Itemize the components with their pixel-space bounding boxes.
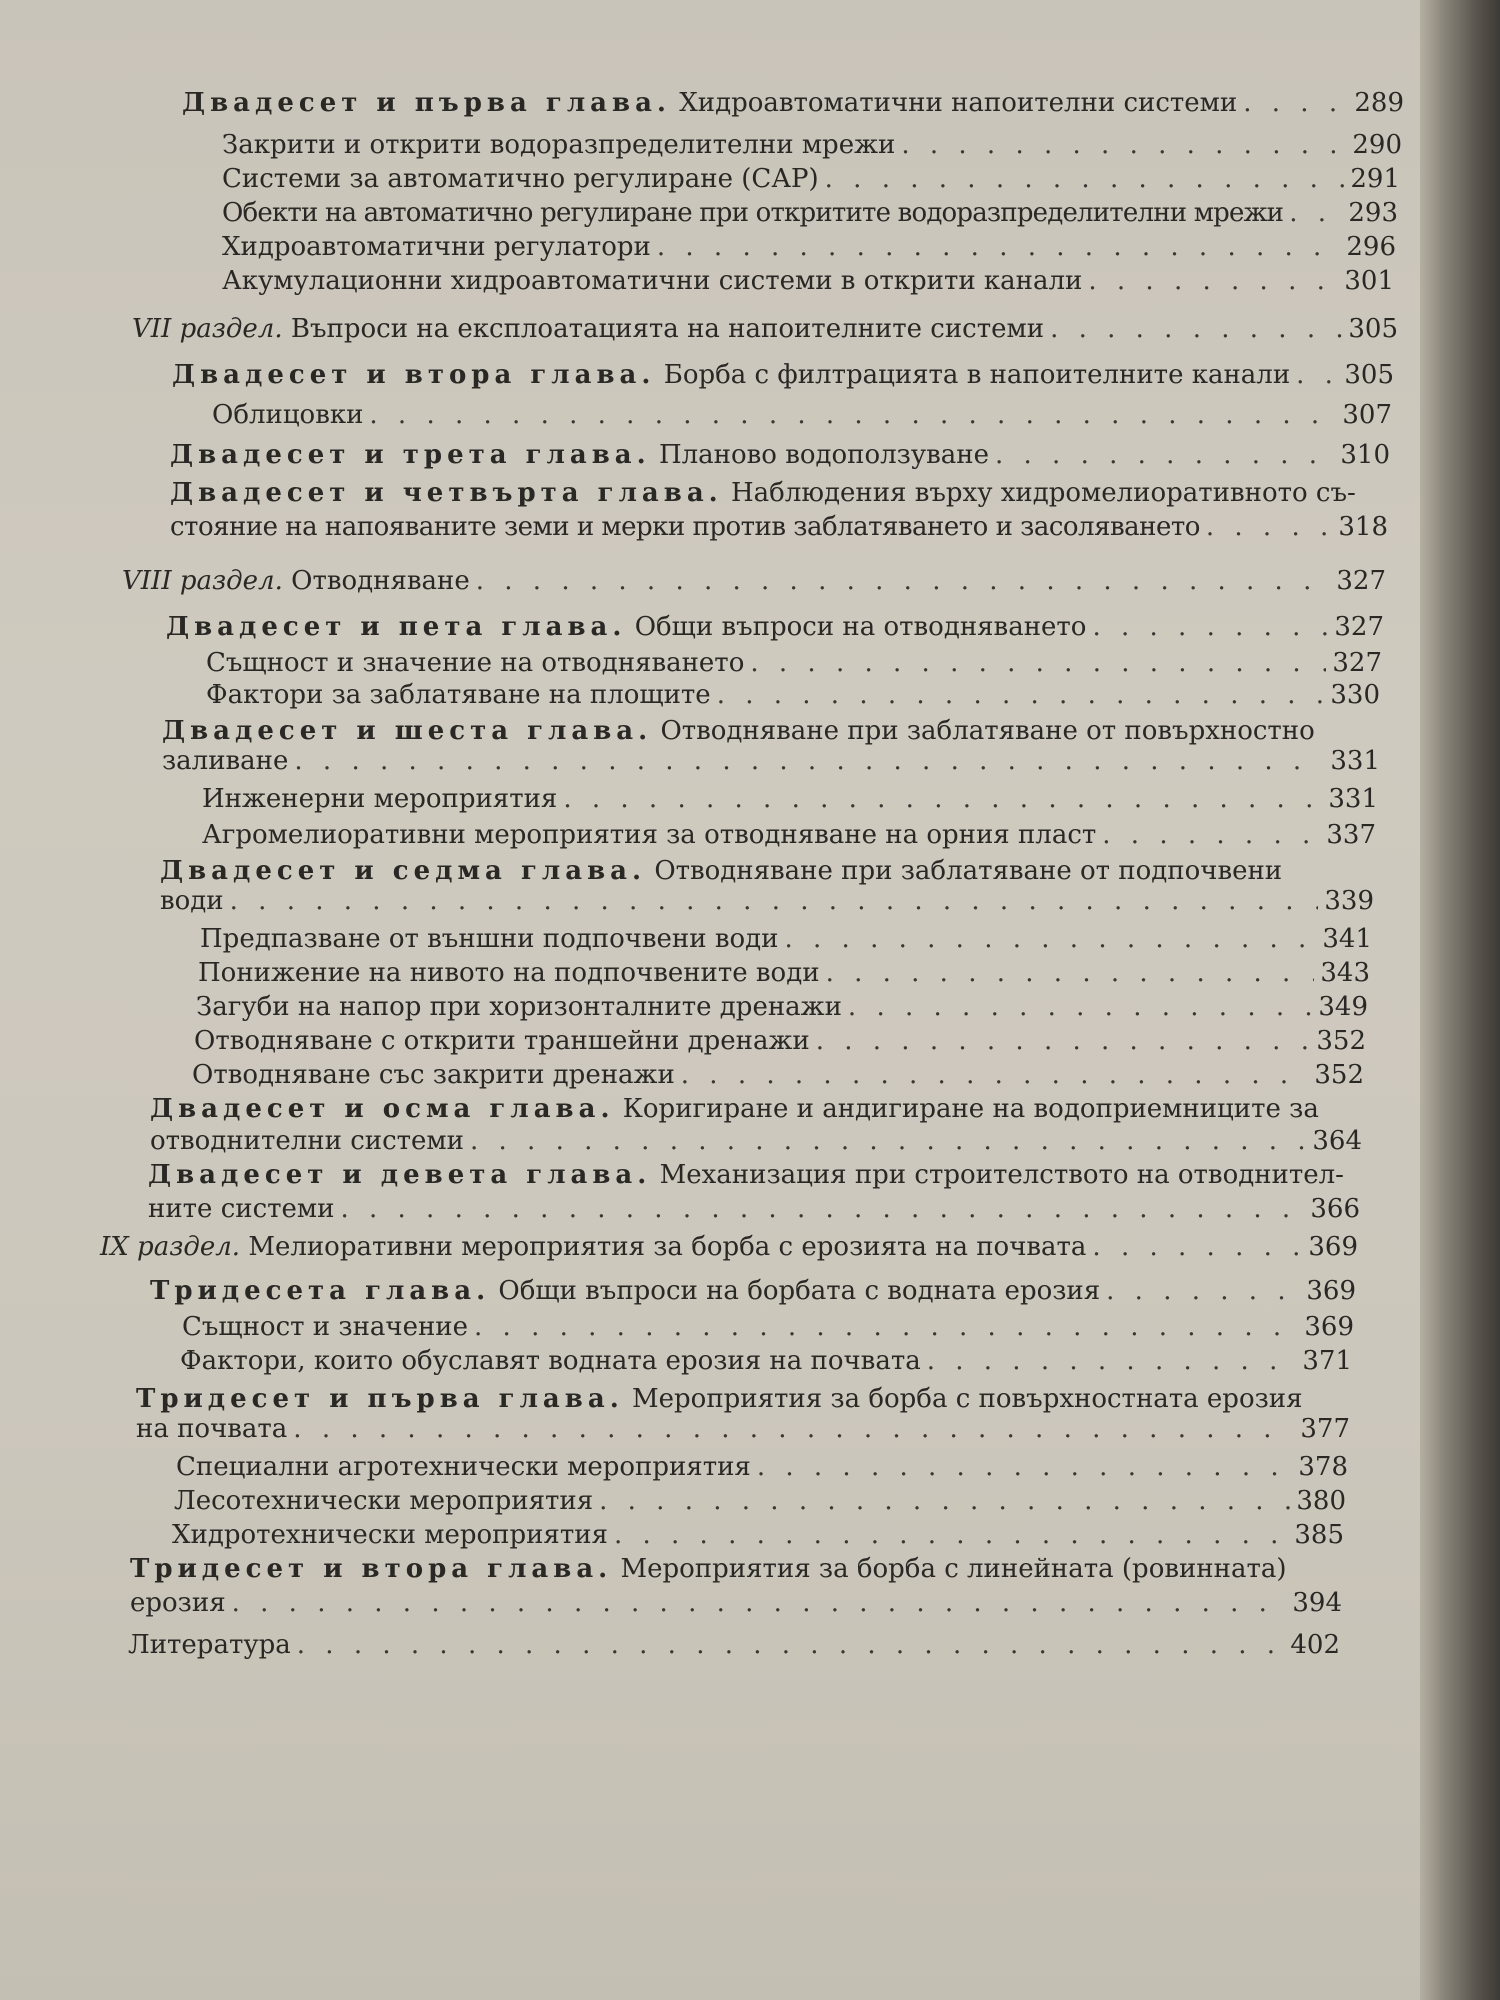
dot-leader — [614, 1520, 1288, 1550]
dot-leader — [474, 1312, 1298, 1342]
entry-title-continued: ерозия — [130, 1588, 226, 1618]
page-number: 369 — [1308, 1232, 1358, 1262]
toc-entry-line — [136, 1384, 1303, 1414]
entry-title: Фактори за заблатяване на площите — [206, 680, 711, 710]
chapter-label: Двадесет и девета глава. — [148, 1160, 652, 1190]
page-number: 385 — [1294, 1520, 1344, 1550]
entry-title: Системи за автоматично регулиране (САР) — [222, 164, 819, 194]
page-number: 366 — [1310, 1194, 1360, 1224]
toc-entry — [128, 1630, 1340, 1660]
page-number: 305 — [1344, 360, 1394, 390]
entry-title: Хидротехнически мероприятия — [172, 1520, 608, 1550]
dot-leader — [1050, 314, 1342, 344]
chapter-label: Двадесет и трета глава. — [170, 440, 651, 470]
toc-section — [100, 1232, 1358, 1262]
entry-title: Акумулационни хидроавтоматични системи в открити канали — [222, 266, 1083, 296]
chapter-label: Двадесет и седма глава. — [160, 856, 647, 886]
dot-leader — [1092, 1232, 1302, 1262]
entry-title: Наблюдения върху хидромелиоративното съ- — [731, 478, 1356, 508]
entry-title: Загуби на напор при хоризонталните дренажи — [196, 992, 842, 1022]
page-number: 301 — [1344, 266, 1394, 296]
entry-title: Отводняване при заблатяване от подпочвени — [654, 856, 1283, 886]
toc-entry — [202, 784, 1378, 814]
toc-entry-line — [170, 478, 1356, 508]
toc-entry — [170, 440, 1390, 470]
dot-leader — [681, 1060, 1309, 1090]
entry-title: Коригиране и андигиране на водоприемниците за — [622, 1094, 1319, 1124]
toc-entry — [172, 360, 1394, 390]
dot-leader — [470, 1126, 1306, 1156]
toc-entry — [148, 1194, 1360, 1224]
toc-entry — [172, 1520, 1344, 1550]
toc-entry — [170, 512, 1388, 542]
dot-leader — [1092, 612, 1328, 642]
dot-leader — [230, 886, 1319, 916]
entry-title: Общи въпроси на борбата с водната ерозия — [498, 1276, 1101, 1306]
page-number: 343 — [1320, 958, 1370, 988]
page-number: 352 — [1316, 1026, 1366, 1056]
toc-entry — [222, 130, 1402, 160]
page-number: 327 — [1336, 566, 1386, 596]
entry-title: Предпазване от външни подпочвени води — [200, 924, 779, 954]
entry-title: Мероприятия за борба с линейната (ровинната) — [620, 1554, 1287, 1584]
page-number: 327 — [1334, 612, 1384, 642]
entry-title: Мелиоративни мероприятия за борба с ерозията на почвата — [248, 1232, 1087, 1262]
entry-title: Отводняване — [291, 566, 470, 596]
page-number: 318 — [1338, 512, 1388, 542]
toc-entry — [222, 198, 1398, 228]
page-number: 296 — [1346, 232, 1396, 262]
section-label: IX раздел. — [100, 1232, 241, 1262]
page-number: 310 — [1340, 440, 1390, 470]
toc-entry — [206, 648, 1382, 678]
toc-entry — [182, 1312, 1354, 1342]
entry-title: Същност и значение — [182, 1312, 469, 1342]
page-number: 341 — [1322, 924, 1372, 954]
toc-entry — [206, 680, 1380, 710]
entry-title: Същност и значение на отводняването — [206, 648, 745, 678]
toc-entry — [222, 266, 1394, 296]
dot-leader — [785, 924, 1317, 954]
page-number: 331 — [1330, 746, 1380, 776]
dot-leader — [294, 746, 1324, 776]
entry-title-continued: ните системи — [148, 1194, 335, 1224]
dot-leader — [848, 992, 1312, 1022]
entry-title: Обекти на автоматично регулиране при откритите водоразпределителни мрежи — [222, 198, 1284, 228]
dot-leader — [826, 958, 1315, 988]
entry-title-continued: на почвата — [136, 1414, 288, 1444]
toc-entry — [176, 1452, 1348, 1482]
page-number: 369 — [1306, 1276, 1356, 1306]
dot-leader — [1206, 512, 1332, 542]
toc-entry — [192, 1060, 1364, 1090]
dot-leader — [340, 1194, 1304, 1224]
entry-title: Планово водоползуване — [658, 440, 989, 470]
toc-entry — [174, 1486, 1346, 1516]
dot-leader — [1106, 1276, 1300, 1306]
dot-leader — [1243, 88, 1348, 118]
page-number: 331 — [1328, 784, 1378, 814]
entry-title: Отводняване с открити траншейни дренажи — [194, 1026, 810, 1056]
dot-leader — [816, 1026, 1311, 1056]
page-number: 305 — [1348, 314, 1398, 344]
page-number: 402 — [1290, 1630, 1340, 1660]
page-number: 291 — [1350, 164, 1400, 194]
entry-title: Общи въпроси на отводняването — [634, 612, 1087, 642]
dot-leader — [476, 566, 1331, 596]
entry-title-continued: води — [160, 886, 224, 916]
chapter-label: Тридесета глава. — [150, 1276, 491, 1306]
entry-title: Облицовки — [212, 400, 364, 430]
page-number: 364 — [1312, 1126, 1362, 1156]
page-number: 378 — [1298, 1452, 1348, 1482]
entry-title: Литература — [128, 1630, 291, 1660]
page-number: 289 — [1354, 88, 1404, 118]
dot-leader — [657, 232, 1341, 262]
dot-leader — [232, 1588, 1287, 1618]
entry-title: Борба с филтрацията в напоителните канали — [663, 360, 1291, 390]
dot-leader — [1102, 820, 1320, 850]
dot-leader — [927, 1346, 1297, 1376]
chapter-label: Тридесет и първа глава. — [136, 1384, 624, 1414]
section-label: VII раздел. — [132, 314, 283, 344]
dot-leader — [1296, 360, 1338, 390]
chapter-label: Двадесет и пета глава. — [166, 612, 627, 642]
toc-entry — [182, 88, 1404, 118]
entry-title: Отводняване със закрити дренажи — [192, 1060, 675, 1090]
toc-entry — [202, 820, 1376, 850]
dot-leader — [1289, 198, 1342, 228]
entry-title-continued: отводнителни системи — [150, 1126, 464, 1156]
page-number: 307 — [1342, 400, 1392, 430]
page-number: 394 — [1292, 1588, 1342, 1618]
entry-title-continued: стояние на напояваните земи и мерки против заблатяването и засоляването — [170, 512, 1200, 542]
entry-title: Инженерни мероприятия — [202, 784, 558, 814]
toc-entry — [222, 232, 1396, 262]
dot-leader — [1088, 266, 1338, 296]
toc-entry — [196, 992, 1368, 1022]
dot-leader — [369, 400, 1336, 430]
toc-entry-line — [162, 716, 1315, 746]
entry-title: Отводняване при заблатяване от повърхностно — [660, 716, 1315, 746]
chapter-label: Двадесет и четвърта глава. — [170, 478, 723, 508]
page-number: 327 — [1332, 648, 1382, 678]
dot-leader — [995, 440, 1334, 470]
toc-section — [122, 566, 1386, 596]
entry-title: Специални агротехнически мероприятия — [176, 1452, 751, 1482]
entry-title: Въпроси на експлоатацията на напоителните системи — [290, 314, 1045, 344]
chapter-label: Двадесет и шеста глава. — [162, 716, 653, 746]
page-number: 377 — [1300, 1414, 1350, 1444]
toc-entry — [136, 1414, 1350, 1444]
page-number: 339 — [1324, 886, 1374, 916]
entry-title: Механизация при строителството на отводнител- — [659, 1160, 1344, 1190]
page-number: 293 — [1348, 198, 1398, 228]
entry-title: Мероприятия за борба с повърхностната ерозия — [632, 1384, 1303, 1414]
dot-leader — [757, 1452, 1293, 1482]
page-number: 349 — [1318, 992, 1368, 1022]
toc-entry — [150, 1276, 1356, 1306]
chapter-label: Двадесет и втора глава. — [172, 360, 656, 390]
chapter-label: Двадесет и първа глава. — [182, 88, 671, 118]
toc-section — [132, 314, 1398, 344]
page-number: 337 — [1326, 820, 1376, 850]
toc-entry — [160, 886, 1374, 916]
toc-entry-line — [148, 1160, 1344, 1190]
entry-title: Хидроавтоматични регулатори — [222, 232, 651, 262]
dot-leader — [901, 130, 1346, 160]
book-gutter — [1420, 0, 1500, 2000]
toc-entry — [222, 164, 1400, 194]
toc-entry — [162, 746, 1380, 776]
entry-title: Понижение на нивото на подпочвените води — [198, 958, 820, 988]
page-number: 352 — [1314, 1060, 1364, 1090]
toc-entry-line — [160, 856, 1282, 886]
chapter-label: Тридесет и втора глава. — [130, 1554, 613, 1584]
toc-entry — [194, 1026, 1366, 1056]
section-label: VIII раздел. — [122, 566, 283, 596]
page-number: 380 — [1296, 1486, 1346, 1516]
dot-leader — [293, 1414, 1294, 1444]
entry-title: Фактори, които обуславят водната ерозия на почвата — [180, 1346, 921, 1376]
dot-leader — [717, 680, 1325, 710]
toc-entry-line — [130, 1554, 1287, 1584]
page-number: 290 — [1352, 130, 1402, 160]
entry-title: Хидроавтоматични напоителни системи — [679, 88, 1238, 118]
dot-leader — [825, 164, 1345, 194]
toc-entry — [212, 400, 1392, 430]
dot-leader — [563, 784, 1322, 814]
toc-entry — [166, 612, 1384, 642]
dot-leader — [297, 1630, 1285, 1660]
toc-entry — [198, 958, 1370, 988]
toc-entry-line — [150, 1094, 1319, 1124]
toc-entry — [200, 924, 1372, 954]
chapter-label: Двадесет и осма глава. — [150, 1094, 615, 1124]
page-number: 371 — [1302, 1346, 1352, 1376]
dot-leader — [750, 648, 1326, 678]
entry-title: Лесотехнически мероприятия — [174, 1486, 594, 1516]
page-number: 330 — [1330, 680, 1380, 710]
entry-title: Закрити и открити водоразпределителни мрежи — [222, 130, 896, 160]
toc-entry — [150, 1126, 1362, 1156]
entry-title: Агромелиоративни мероприятия за отводняване на орния пласт — [202, 820, 1097, 850]
dot-leader — [599, 1486, 1290, 1516]
entry-title-continued: заливане — [162, 746, 289, 776]
toc-entry — [180, 1346, 1352, 1376]
page-number: 369 — [1304, 1312, 1354, 1342]
toc-entry — [130, 1588, 1342, 1618]
